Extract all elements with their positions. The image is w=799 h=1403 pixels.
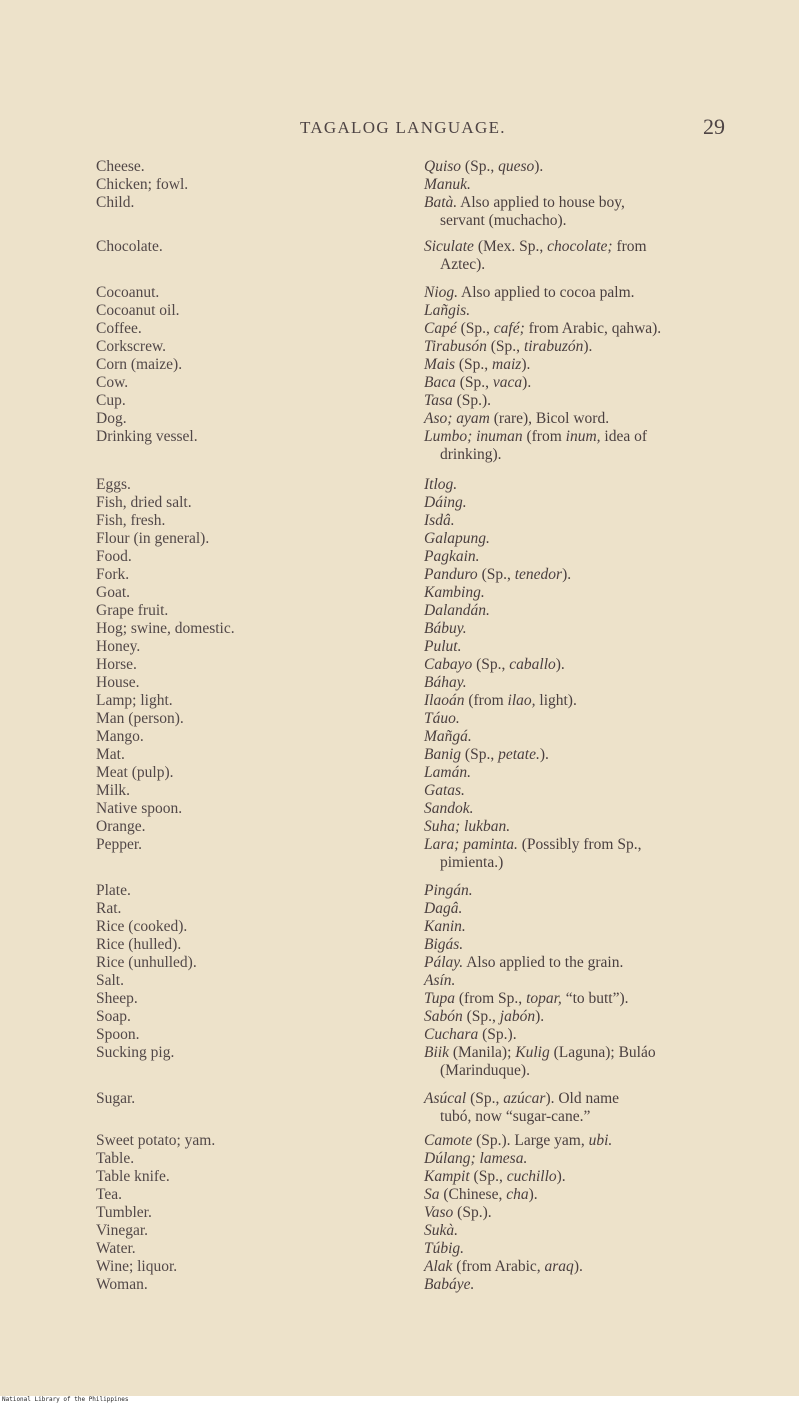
- etymology-word: inum,: [565, 428, 601, 445]
- translation-note-end: ).: [583, 338, 593, 355]
- translation-note: Also applied to cocoa palm.: [458, 284, 635, 301]
- vocabulary-entry: [0, 194, 799, 230]
- translation-note: (Sp.).: [452, 392, 492, 409]
- vocabulary-entry: [0, 1008, 799, 1026]
- tagalog-translation: [424, 548, 729, 566]
- translation-note: (Sp.,: [472, 656, 510, 673]
- tagalog-word: Niog.: [424, 284, 459, 301]
- translation-note-end: from Arabic, qahwa).: [524, 320, 662, 337]
- tagalog-word: Isdâ.: [424, 512, 455, 529]
- english-term: Table.: [96, 1150, 135, 1167]
- etymology-word: petate.: [498, 746, 540, 763]
- english-term: Goat.: [96, 584, 131, 601]
- vocabulary-entry: [0, 1168, 799, 1186]
- translation-note-end: ).: [562, 566, 572, 583]
- vocabulary-entry: [0, 954, 799, 972]
- tagalog-translation: [424, 1276, 729, 1294]
- translation-note: Also applied to house boy,: [457, 194, 625, 211]
- english-term: Fork.: [96, 566, 130, 583]
- english-term: Water.: [96, 1240, 136, 1257]
- tagalog-word: Tasa: [424, 392, 453, 409]
- tagalog-translation: [424, 158, 729, 176]
- english-term: Vinegar.: [96, 1222, 149, 1239]
- english-term: Rice (hulled).: [96, 936, 182, 953]
- translation-continuation: Aztec).: [440, 256, 486, 273]
- translation-note: (from Sp.,: [455, 990, 527, 1007]
- tagalog-word: Banig: [424, 746, 462, 763]
- tagalog-word: Dalandán.: [424, 602, 490, 619]
- vocabulary-entry: [0, 882, 799, 900]
- english-term: Child.: [96, 194, 135, 211]
- tagalog-word: Pálay.: [424, 954, 464, 971]
- translation-note: (Sp.,: [461, 158, 499, 175]
- etymology-word: Kulig: [515, 1044, 550, 1061]
- translation-note: (Chinese,: [439, 1186, 507, 1203]
- english-term: Pepper.: [96, 836, 143, 853]
- english-term: Tumbler.: [96, 1204, 152, 1221]
- translation-note-end: ).: [522, 374, 532, 391]
- vocabulary-entry: [0, 692, 799, 710]
- tagalog-translation: [424, 674, 729, 692]
- tagalog-translation: [424, 728, 729, 746]
- english-term: Drinking vessel.: [96, 428, 198, 445]
- tagalog-translation: [424, 1222, 729, 1240]
- tagalog-word: Capé: [424, 320, 457, 337]
- tagalog-word: Pingán.: [424, 882, 473, 899]
- vocabulary-entry: [0, 1150, 799, 1168]
- vocabulary-entry: [0, 1276, 799, 1294]
- tagalog-translation: [424, 320, 729, 338]
- vocabulary-entry: [0, 1044, 799, 1080]
- tagalog-word: Kampit: [424, 1168, 470, 1185]
- vocabulary-entry: [0, 512, 799, 530]
- etymology-word: caballo: [509, 656, 556, 673]
- etymology-word: maiz: [492, 356, 522, 373]
- tagalog-word: Sabón: [424, 1008, 463, 1025]
- translation-note: (Sp.). Large yam,: [472, 1132, 589, 1149]
- vocabulary-entry: [0, 936, 799, 954]
- etymology-word: ilao,: [507, 692, 536, 709]
- tagalog-translation: [424, 428, 729, 464]
- tagalog-translation: [424, 954, 729, 972]
- tagalog-translation: [424, 936, 729, 954]
- vocabulary-entry: [0, 1204, 799, 1222]
- etymology-word: tirabuzón: [523, 338, 584, 355]
- tagalog-word: Bigás.: [424, 936, 464, 953]
- tagalog-word: Gatas.: [424, 782, 465, 799]
- tagalog-translation: [424, 764, 729, 782]
- tagalog-translation: [424, 1186, 729, 1204]
- tagalog-translation: [424, 392, 729, 410]
- tagalog-translation: [424, 990, 729, 1008]
- tagalog-translation: [424, 374, 729, 392]
- english-term: Cow.: [96, 374, 129, 391]
- tagalog-word: Manuk.: [424, 176, 471, 193]
- tagalog-translation: [424, 494, 729, 512]
- english-term: Woman.: [96, 1276, 148, 1293]
- tagalog-word: Lara; paminta.: [424, 836, 518, 853]
- translation-note-end: ).: [539, 746, 549, 763]
- translation-continuation: pimienta.): [440, 854, 504, 871]
- tagalog-translation: [424, 638, 729, 656]
- vocabulary-entry: [0, 410, 799, 428]
- vocabulary-entry: [0, 972, 799, 990]
- english-term: Cup.: [96, 392, 126, 409]
- tagalog-translation: [424, 1240, 729, 1258]
- vocabulary-entry: [0, 356, 799, 374]
- tagalog-word: Tirabusón: [424, 338, 487, 355]
- english-term: Rice (unhulled).: [96, 954, 197, 971]
- vocabulary-entry: [0, 302, 799, 320]
- tagalog-word: Biik: [424, 1044, 449, 1061]
- translation-note: (Mex. Sp.,: [473, 238, 548, 255]
- tagalog-translation: [424, 584, 729, 602]
- tagalog-translation: [424, 284, 729, 302]
- translation-note-end: ). Old name: [545, 1090, 620, 1107]
- tagalog-word: Baca: [424, 374, 456, 391]
- translation-note: (from: [522, 428, 566, 445]
- tagalog-word: Galapung.: [424, 530, 490, 547]
- english-term: Flour (in general).: [96, 530, 210, 547]
- english-term: Wine; liquor.: [96, 1258, 178, 1275]
- translation-note: (Sp.).: [453, 1204, 492, 1221]
- vocabulary-entry: [0, 656, 799, 674]
- tagalog-translation: [424, 1258, 729, 1276]
- english-term: Dog.: [96, 410, 127, 427]
- vocabulary-entry: [0, 990, 799, 1008]
- english-term: Sucking pig.: [96, 1044, 175, 1061]
- tagalog-translation: [424, 918, 729, 936]
- vocabulary-entry: [0, 674, 799, 692]
- vocabulary-entry: [0, 530, 799, 548]
- tagalog-translation: [424, 356, 729, 374]
- vocabulary-entry: [0, 800, 799, 818]
- etymology-word: café;: [493, 320, 525, 337]
- vocabulary-entry: [0, 638, 799, 656]
- translation-continuation: (Marinduque).: [440, 1062, 530, 1079]
- tagalog-word: Tupa: [424, 990, 456, 1007]
- vocabulary-entry: [0, 494, 799, 512]
- tagalog-translation: [424, 1150, 729, 1168]
- vocabulary-list: [0, 158, 799, 1294]
- english-term: Salt.: [96, 972, 124, 989]
- vocabulary-entry: [0, 764, 799, 782]
- tagalog-word: Lumbo; inuman: [424, 428, 523, 445]
- etymology-word: araq: [544, 1258, 574, 1275]
- tagalog-word: Dúlang; lamesa.: [424, 1150, 528, 1167]
- tagalog-translation: [424, 1008, 729, 1026]
- vocabulary-entry: [0, 1186, 799, 1204]
- english-term: Spoon.: [96, 1026, 140, 1043]
- english-term: Sugar.: [96, 1090, 136, 1107]
- translation-continuation: drinking).: [440, 446, 502, 463]
- tagalog-translation: [424, 782, 729, 800]
- translation-note-end: “to butt”).: [561, 990, 629, 1007]
- translation-note: (Sp.).: [478, 1026, 517, 1043]
- vocabulary-entry: [0, 176, 799, 194]
- vocabulary-entry: [0, 728, 799, 746]
- english-term: Horse.: [96, 656, 137, 673]
- tagalog-word: Pagkain.: [424, 548, 480, 565]
- translation-note-end: idea of: [600, 428, 648, 445]
- tagalog-word: Cuchara: [424, 1026, 479, 1043]
- tagalog-word: Báhay.: [424, 674, 467, 691]
- etymology-word: vaca: [492, 374, 523, 391]
- translation-note: (Sp.,: [456, 320, 494, 337]
- vocabulary-entry: [0, 1258, 799, 1276]
- vocabulary-entry: [0, 284, 799, 302]
- tagalog-translation: [424, 800, 729, 818]
- english-term: Lamp; light.: [96, 692, 173, 709]
- tagalog-word: Bábuy.: [424, 620, 467, 637]
- vocabulary-entry: [0, 746, 799, 764]
- english-term: Cocoanut.: [96, 284, 160, 301]
- translation-note: (rare), Bicol word.: [489, 410, 610, 427]
- tagalog-word: Dáing.: [424, 494, 467, 511]
- etymology-word: cha: [506, 1186, 529, 1203]
- translation-note: (Manila);: [448, 1044, 516, 1061]
- english-term: Sweet potato; yam.: [96, 1132, 216, 1149]
- tagalog-translation: [424, 1204, 729, 1222]
- tagalog-word: Quiso: [424, 158, 462, 175]
- english-term: Table knife.: [96, 1168, 170, 1185]
- tagalog-word: Suha; lukban.: [424, 818, 511, 835]
- tagalog-word: Sa: [424, 1186, 440, 1203]
- translation-note: (Possibly from Sp.,: [517, 836, 642, 853]
- english-term: Plate.: [96, 882, 131, 899]
- etymology-word: topar,: [526, 990, 562, 1007]
- english-term: Hog; swine, domestic.: [96, 620, 235, 637]
- english-term: Cheese.: [96, 158, 145, 175]
- tagalog-translation: [424, 818, 729, 836]
- tagalog-translation: [424, 656, 729, 674]
- english-term: Chocolate.: [96, 238, 163, 255]
- translation-note-end: ).: [535, 1008, 545, 1025]
- vocabulary-entry: [0, 1090, 799, 1126]
- tagalog-word: Mais: [424, 356, 455, 373]
- tagalog-word: Babáye.: [424, 1276, 475, 1293]
- tagalog-word: Sukà.: [424, 1222, 459, 1239]
- tagalog-word: Ilaoán: [424, 692, 465, 709]
- vocabulary-entry: [0, 818, 799, 836]
- vocabulary-entry: [0, 1026, 799, 1044]
- vocabulary-entry: [0, 602, 799, 620]
- tagalog-word: Asín.: [424, 972, 456, 989]
- running-title: TAGALOG LANGUAGE.: [300, 118, 506, 137]
- tagalog-translation: [424, 238, 729, 274]
- translation-note-end: ).: [573, 1258, 583, 1275]
- tagalog-translation: [424, 620, 729, 638]
- tagalog-translation: [424, 476, 729, 494]
- translation-note: (from Arabic,: [452, 1258, 545, 1275]
- vocabulary-entry: [0, 836, 799, 872]
- tagalog-translation: [424, 176, 729, 194]
- tagalog-word: Táuo.: [424, 710, 460, 727]
- translation-note-end: (Laguna); Buláo: [549, 1044, 656, 1061]
- vocabulary-entry: [0, 320, 799, 338]
- tagalog-translation: [424, 836, 729, 872]
- english-term: Honey.: [96, 638, 141, 655]
- etymology-word: ubi.: [588, 1132, 613, 1149]
- translation-continuation: tubó, now “sugar-cane.”: [440, 1108, 591, 1125]
- translation-note-end: ).: [521, 356, 531, 373]
- tagalog-word: Dagâ.: [424, 900, 463, 917]
- vocabulary-entry: [0, 900, 799, 918]
- vocabulary-entry: [0, 620, 799, 638]
- tagalog-translation: [424, 1026, 729, 1044]
- vocabulary-entry: [0, 238, 799, 274]
- page-header: [0, 116, 799, 144]
- english-term: Corkscrew.: [96, 338, 167, 355]
- tagalog-word: Siculate: [424, 238, 474, 255]
- etymology-word: queso: [498, 158, 535, 175]
- english-term: House.: [96, 674, 140, 691]
- tagalog-word: Mañgá.: [424, 728, 472, 745]
- translation-note: (Sp.,: [461, 746, 499, 763]
- translation-note: (Sp.,: [466, 1090, 504, 1107]
- tagalog-word: Lamán.: [424, 764, 471, 781]
- english-term: Fish, dried salt.: [96, 494, 192, 511]
- translation-note: (Sp.,: [486, 338, 524, 355]
- translation-note-end: ).: [528, 1186, 538, 1203]
- english-term: Coffee.: [96, 320, 142, 337]
- tagalog-translation: [424, 602, 729, 620]
- english-term: Sheep.: [96, 990, 138, 1007]
- tagalog-word: Aso; ayam: [424, 410, 490, 427]
- english-term: Cocoanut oil.: [96, 302, 180, 319]
- vocabulary-entry: [0, 392, 799, 410]
- english-term: Meat (pulp).: [96, 764, 174, 781]
- english-term: Corn (maize).: [96, 356, 183, 373]
- vocabulary-entry: [0, 584, 799, 602]
- tagalog-word: Batà.: [424, 194, 458, 211]
- etymology-word: chocolate;: [547, 238, 613, 255]
- english-term: Orange.: [96, 818, 146, 835]
- page-number: 29: [703, 114, 725, 139]
- english-term: Man (person).: [96, 710, 184, 727]
- tagalog-word: Asúcal: [424, 1090, 467, 1107]
- tagalog-word: Pulut.: [424, 638, 462, 655]
- english-term: Food.: [96, 548, 132, 565]
- vocabulary-entry: [0, 548, 799, 566]
- tagalog-word: Panduro: [424, 566, 478, 583]
- tagalog-word: Camote: [424, 1132, 473, 1149]
- translation-note: Also applied to the grain.: [463, 954, 624, 971]
- vocabulary-entry: [0, 1222, 799, 1240]
- vocabulary-entry: [0, 566, 799, 584]
- translation-note: (Sp.,: [462, 1008, 500, 1025]
- translation-note: (Sp.,: [455, 356, 493, 373]
- tagalog-translation: [424, 1132, 729, 1150]
- vocabulary-entry: [0, 918, 799, 936]
- etymology-word: cuchillo: [506, 1168, 557, 1185]
- tagalog-translation: [424, 302, 729, 320]
- tagalog-word: Sandok.: [424, 800, 474, 817]
- english-term: Mango.: [96, 728, 144, 745]
- tagalog-translation: [424, 512, 729, 530]
- tagalog-word: Cabayo: [424, 656, 473, 673]
- vocabulary-entry: [0, 338, 799, 356]
- translation-note-end: ).: [555, 656, 565, 673]
- vocabulary-entry: [0, 710, 799, 728]
- english-term: Native spoon.: [96, 800, 183, 817]
- tagalog-translation: [424, 1090, 729, 1126]
- tagalog-translation: [424, 972, 729, 990]
- tagalog-translation: [424, 882, 729, 900]
- english-term: Tea.: [96, 1186, 123, 1203]
- english-term: Soap.: [96, 1008, 131, 1025]
- tagalog-translation: [424, 1168, 729, 1186]
- translation-note-end: ).: [534, 158, 544, 175]
- english-term: Grape fruit.: [96, 602, 169, 619]
- etymology-word: tenedor: [514, 566, 563, 583]
- translation-note: (Sp.,: [469, 1168, 507, 1185]
- english-term: Fish, fresh.: [96, 512, 166, 529]
- tagalog-translation: [424, 746, 729, 764]
- tagalog-translation: [424, 410, 729, 428]
- translation-continuation: servant (muchacho).: [440, 212, 567, 229]
- tagalog-word: Vaso: [424, 1204, 454, 1221]
- scan-credit: National Library of the Philippines: [2, 1396, 129, 1403]
- translation-note: (Sp.,: [477, 566, 515, 583]
- tagalog-word: Kanin.: [424, 918, 466, 935]
- translation-note: (from: [464, 692, 508, 709]
- tagalog-word: Lañgis.: [424, 302, 471, 319]
- etymology-word: azúcar: [503, 1090, 546, 1107]
- tagalog-translation: [424, 566, 729, 584]
- tagalog-translation: [424, 692, 729, 710]
- translation-note-end: from: [612, 238, 647, 255]
- tagalog-translation: [424, 900, 729, 918]
- english-term: Chicken; fowl.: [96, 176, 189, 193]
- english-term: Rice (cooked).: [96, 918, 188, 935]
- vocabulary-entry: [0, 1240, 799, 1258]
- tagalog-word: Alak: [424, 1258, 453, 1275]
- translation-note-end: ).: [556, 1168, 566, 1185]
- english-term: Eggs.: [96, 476, 131, 493]
- tagalog-word: Túbig.: [424, 1240, 465, 1257]
- tagalog-translation: [424, 530, 729, 548]
- english-term: Rat.: [96, 900, 122, 917]
- translation-note-end: light).: [535, 692, 577, 709]
- english-term: Mat.: [96, 746, 125, 763]
- tagalog-word: Itlog.: [424, 476, 458, 493]
- tagalog-translation: [424, 1044, 729, 1080]
- vocabulary-entry: [0, 1132, 799, 1150]
- translation-note: (Sp.,: [455, 374, 493, 391]
- vocabulary-entry: [0, 374, 799, 392]
- vocabulary-entry: [0, 476, 799, 494]
- etymology-word: jabón: [499, 1008, 536, 1025]
- tagalog-translation: [424, 194, 729, 230]
- vocabulary-entry: [0, 158, 799, 176]
- tagalog-word: Kambing.: [424, 584, 485, 601]
- tagalog-translation: [424, 710, 729, 728]
- vocabulary-entry: [0, 428, 799, 464]
- tagalog-translation: [424, 338, 729, 356]
- english-term: Milk.: [96, 782, 131, 799]
- vocabulary-entry: [0, 782, 799, 800]
